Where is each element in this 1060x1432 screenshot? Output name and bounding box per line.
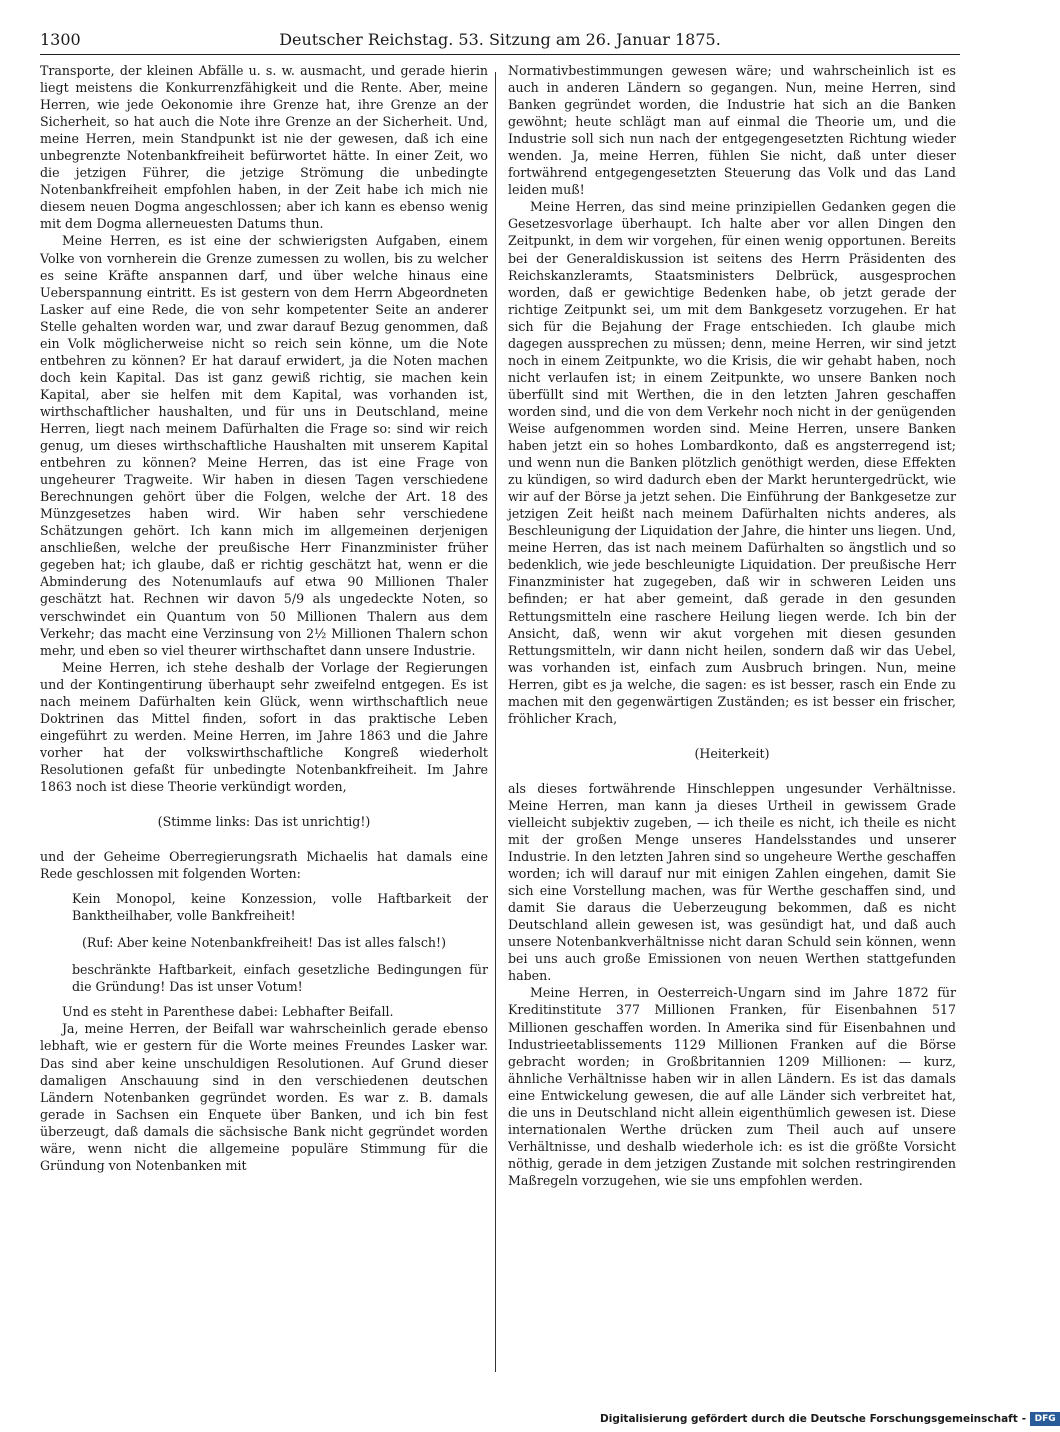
quotation: Kein Monopol, keine Konzession, volle Haftbarkeit der Banktheilhaber, volle Bankfreiheit! — [72, 891, 488, 924]
dfg-logo-icon: DFG — [1030, 1412, 1060, 1426]
right-column — [508, 62, 956, 1189]
left-column — [40, 62, 488, 1174]
interjection: (Stimme links: Das ist unrichtig!) — [157, 814, 371, 830]
footer-credit: Digitalisierung gefördert durch die Deutsche Forschungsgemeinschaft — [600, 1413, 1018, 1425]
paragraph: Ja, meine Herren, der Beifall war wahrscheinlich gerade ebenso lebhaft, wie er gestern für die Worte meines Freundes Lasker war. Das sind aber keine unschuldigen Resolutionen. Auf Grund dieser damaligen Anschauung sind in den verschiedenen deutschen Ländern Notenbanken gegründet worden. Es war z. B. damals gerade in Sachsen ein Enquete über Banken, und ich bin fest überzeugt, daß damals die sächsische Bank nicht gegründet worden wäre, wenn nicht die allgemeine populäre Stimmung für die Gründung von Notenbanken mit — [40, 1021, 488, 1173]
page-number: 1300 — [40, 30, 81, 49]
quotation: (Ruf: Aber keine Notenbankfreiheit! Das ist alles falsch!) — [81, 935, 447, 951]
paragraph: als dieses fortwährende Hinschleppen ungesunder Verhältnisse. Meine Herren, man kann ja dieses Urtheil in gewissem Grade vielleicht subjektiv zugeben, — ich theile es nicht, ich theile es nicht mit der großen Menge unseres Handelsstandes und unserer Industrie. In den letzten Jahren sind so ungeheure Werthe geschaffen worden; ich will darauf nur mit einigen Zahlen eingehen, damit Sie sich eine Vorstellung machen, was für Werthe geschaffen sind, und damit Sie daraus die Ueberzeugung bekommen, daß es nicht Deutschland allein gewesen ist, was gesündigt hat, und daß auch unsere Notenbankverhältnisse nicht daran Schuld sein können, wenn bei uns auch große Emissionen von neuen Werthen stattgefunden haben. — [508, 780, 956, 984]
paragraph: Meine Herren, das sind meine prinzipiellen Gedanken gegen die Gesetzesvorlage überhaupt. Ich halte aber vor allen Dingen den Zeitpunkt, in dem wir vorgehen, für einen wenig opportunen. Bereits bei der Generaldiskussion ist seitens des Herrn Präsidenten des Reichskanzleramts, Staatsministers Delbrück, ausgesprochen worden, daß er gewichtige Bedenken habe, ob jetzt gerade der richtige Zeitpunkt sei, um mit dem Bankgesetz vorzugehen. Er hat sich für die Bejahung der Frage entschieden. Ich glaube mich dagegen aussprechen zu müssen; denn, meine Herren, wir sind jetzt noch in einem Zeitpunkte, wo die Krisis, die wir gehabt haben, noch nicht verlaufen ist; in einem Zeitpunkte, wo unsere Banken noch überfüllt sind mit Werthen, die in den letzten Jahren geschaffen worden sind, und die von dem Verkehr noch nicht in der genügenden Weise aufgenommen worden sind. Meine Herren, unsere Banken haben jetzt ein so hohes Lombardkonto, daß es angsterregend ist; und wenn nun die Banken plötzlich genöthigt werden, diese Effekten zu kündigen, so wird dadurch eben der Markt heruntergedrückt, wie wir auf der Börse ja jetzt sehen. Die Einführung der Bankgesetze zur jetzigen Zeit heißt nach meinem Dafürhalten nichts anderes, als Beschleunigung der Liquidation der Jahre, die hinter uns liegen. Und, meine Herren, das ist nach meinem Dafürhalten so ängstlich und so bedenklich, wie jede beschleunigte Liquidation. Der preußische Herr Finanzminister hat zugegeben, daß wir in schweren Leiden uns befinden; er hat aber gemeint, daß gerade in den gesunden Rettungsmitteln eine raschere Heilung liegen werde. Ich bin der Ansicht, daß, wenn wir akut vorgehen mit diesen gesunden Rettungsmitteln, wir dann nicht heilen, sondern daß wir das Uebel, was vorhanden ist, einfach zum Ausbruch bringen. Nun, meine Herren, gibt es ja welche, die sagen: es ist besser, rasch ein Ende zu machen mit den gegenwärtigen Zuständen; es ist besser ein frischer, fröhlicher Krach, — [508, 199, 956, 726]
running-title: Deutscher Reichstag. 53. Sitzung am 26. Januar 1875. — [279, 30, 721, 49]
paragraph: Meine Herren, ich stehe deshalb der Vorlage der Regierungen und der Kontingentirung überhaupt sehr zweifelnd entgegen. Es ist nach meinem Dafürhalten kein Glück, wenn wirthschaftlich neue Doktrinen das Mittel finden, sofort in das praktische Leben eingeführt zu werden. Meine Herren, im Jahre 1863 und die Jahre vorher hat der volkswirthschaftliche Kongreß wiederholt Resolutionen gefaßt für unbedingte Notenbankfreiheit. Im Jahre 1863 noch ist diese Theorie verkündigt worden, — [40, 659, 488, 794]
quotation: beschränkte Haftbarkeit, einfach gesetzliche Bedingungen für die Gründung! Das ist unser Votum! — [72, 962, 488, 995]
paragraph: und der Geheime Oberregierungsrath Michaelis hat damals eine Rede geschlossen mit folgenden Worten: — [40, 849, 488, 882]
page-header — [40, 28, 960, 55]
paragraph: Meine Herren, es ist eine der schwierigsten Aufgaben, einem Volke von vornherein die Grenze zumessen zu wollen, bis zu welcher es seine Kräfte anspannen darf, und über welche hinaus eine Ueberspannung eintritt. Es ist gestern von dem Herrn Abgeordneten Lasker auf eine Rede, die von sehr kompetenter Seite an anderer Stelle gehalten worden war, und zwar darauf Bezug genommen, daß ein Volk möglicherweise nicht so reich sein könne, um die Note entbehren zu können? Er hat darauf erwidert, ja die Noten machen doch kein Kapital. Das ist ganz gewiß richtig, sie machen kein Kapital, aber sie helfen mit dem Kapital, was vorhanden ist, wirthschaftlicher haushalten, und für uns in Deutschland, meine Herren, liegt nach meinem Dafürhalten die Frage so: sind wir reich genug, um dieses wirthschaftliche Haushalten mit unserem Kapital entbehren zu können? Meine Herren, das ist eine Frage von ungeheurer Tragweite. Wir haben in diesen Tagen verschiedene Berechnungen gehört über die Folgen, welche der Art. 18 des Münzgesetzes haben wird. Wir haben sehr verschiedene Schätzungen gehört. Ich kann mich im allgemeinen derjenigen anschließen, welche der preußische Herr Finanzminister früher gegeben hat; ich glaube, daß er richtig geschätzt hat, wenn er die Abminderung des Notenumlaufs auf etwa 90 Millionen Thaler geschätzt hat. Rechnen wir davon 5/9 als ungedeckte Noten, so verschwindet ein Quantum von 50 Millionen Thalern aus dem Verkehr; das macht eine Verzinsung von 2½ Millionen Thalern schon mehr, und eben so viel theurer wirthschaftet dann unsere Industrie. — [40, 233, 488, 658]
paragraph: Meine Herren, in Oesterreich-Ungarn sind im Jahre 1872 für Kreditinstitute 377 Millionen Franken, für Eisenbahnen 517 Millionen geschaffen worden. In Amerika sind für Eisenbahnen und Industrieetablissements 1129 Millionen Franken auf die Börse gebracht worden; in Großbritannien 1209 Millionen: — kurz, ähnliche Verhältnisse haben wir in allen Ländern. Es ist das damals eine Entwickelung gewesen, die auf alle Länder sich verbreitet hat, die uns in Deutschland nicht allein eigenthümlich gewesen ist. Diese internationalen Werthe drücken zum Theil auch auf unsere Verhältnisse, und deshalb wiederhole ich: es ist die größte Vorsicht nöthig, gerade in dem jetzigen Zustande mit solchen restringirenden Maßregeln vorzugehen, wie sie uns empfohlen werden. — [508, 985, 956, 1188]
paragraph: Normativbestimmungen gewesen wäre; und wahrscheinlich ist es auch in anderen Ländern so gegangen. Nun, meine Herren, sind Banken gegründet worden, die Industrie hat sich an die Banken gewöhnt; heute schlägt man auf einmal die Theorie um, und die Industrie soll sich nun nach der entgegengesetzten Richtung wieder wenden. Ja, meine Herren, fühlen Sie nicht, daß unter dieser fortwährend entgegengesetzten Steuerung das Volk und das Land leiden muß! — [508, 63, 956, 198]
column-divider — [495, 72, 496, 1372]
paragraph: Und es steht in Parenthese dabei: Lebhafter Beifall. — [62, 1004, 394, 1020]
paragraph: Transporte, der kleinen Abfälle u. s. w. ausmacht, und gerade hierin liegt meistens die Konkurrenzfähigkeit und die Rente. Aber, meine Herren, wie jede Oekonomie ihre Grenze hat, ihre Grenze an der Sicherheit, so hat auch die Note ihre Grenze an der Sicherheit. Und, meine Herren, mein Standpunkt ist nie der gewesen, daß ich eine unbegrenzte Notenbankfreiheit befürwortet hätte. In einer Zeit, wo die jetzigen Führer, die jetzige Strömung die unbedingte Notenbankfreiheit empfohlen haben, in der Zeit habe ich mich nie diesem neuen Dogma angeschlossen; aber ich kann es ebenso wenig mit dem Dogma allerneuesten Datums thun. — [40, 63, 488, 232]
digitization-footer: Digitalisierung gefördert durch die Deutsche Forschungsgemeinschaft - DFG — [600, 1410, 1060, 1428]
interjection: (Heiterkeit) — [694, 745, 770, 761]
